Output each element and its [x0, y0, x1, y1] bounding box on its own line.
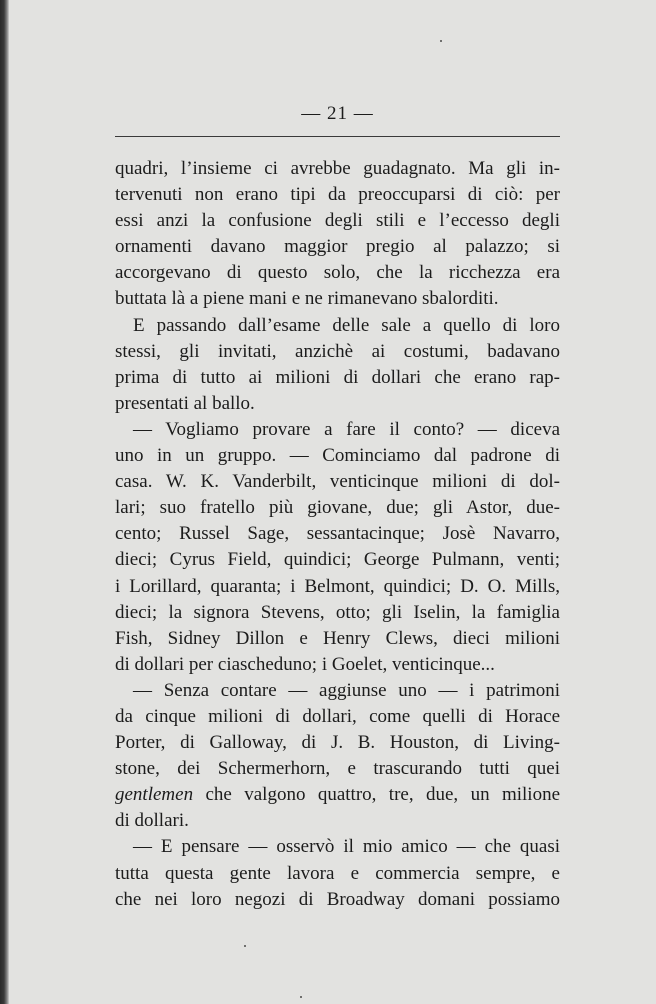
text-line: prima di tutto ai milioni di dollari che erano rap-: [115, 366, 560, 388]
text-line: Fish, Sidney Dillon e Henry Clews, dieci milioni: [115, 627, 560, 649]
text-line: di dollari per ciascheduno; i Goelet, venticinque...: [115, 653, 495, 675]
paper-speck: [300, 996, 302, 998]
text-line: E passando dall’esame delle sale a quello di loro: [133, 314, 560, 336]
text-line: casa. W. K. Vanderbilt, venticinque milioni di dol-: [115, 471, 560, 493]
text-line: Porter, di Galloway, di J. B. Houston, di Living-: [115, 732, 560, 754]
text-line: uno in un gruppo. — Cominciamo dal padrone di: [115, 445, 560, 467]
text-line: stessi, gli invitati, anzichè ai costumi, badavano: [115, 340, 560, 362]
text-line: quadri, l’insieme ci avrebbe guadagnato. Ma gli in-: [115, 158, 560, 179]
text-line: di dollari.: [115, 810, 189, 832]
paper-speck: [440, 40, 442, 42]
binding-edge: [0, 0, 9, 1004]
text-line: lari; suo fratello più giovane, due; gli Astor, due-: [115, 497, 560, 519]
text-line: essi anzi la confusione degli stili e l’eccesso degli: [115, 210, 560, 232]
text-line: dieci; Cyrus Field, quindici; George Pulmann, venti;: [115, 549, 560, 571]
text-line: cento; Russel Sage, sessantacinque; Josè Navarro,: [115, 523, 560, 545]
text-line: — Senza contare — aggiunse uno — i patrimoni: [133, 679, 560, 701]
text-line: presentati al ballo.: [115, 392, 255, 414]
italic-word: gentlemen: [115, 784, 194, 806]
text-line: ornamenti davano maggior pregio al palazzo; si: [115, 236, 560, 258]
text-line: stone, dei Schermerhorn, e trascurando tutti quei: [115, 758, 560, 780]
text-line: da cinque milioni di dollari, come quelli di Horace: [115, 705, 560, 727]
text-line: tutta questa gente lavora e commercia sempre, e: [115, 862, 560, 884]
text-line: tervenuti non erano tipi da preoccuparsi di ciò: per: [115, 184, 560, 206]
text-line: buttata là a piene mani e ne rimanevano sbalorditi.: [115, 288, 499, 310]
page-number-header: — 21 —: [301, 103, 374, 124]
body-text: [115, 156, 560, 913]
text-line: i Lorillard, quaranta; i Belmont, quindici; D. O. Mills,: [115, 575, 560, 597]
text-line: — E pensare — osservò il mio amico — che quasi: [133, 836, 560, 858]
text-line: dieci; la signora Stevens, otto; gli Iselin, la famiglia: [115, 601, 560, 623]
text-line: accorgevano di questo solo, che la ricchezza era: [115, 262, 560, 284]
paper-speck: [244, 945, 246, 947]
text-line-rest: che valgono quattro, tre, due, un milione: [205, 784, 561, 806]
text-line: che nei loro negozi di Broadway domani possiamo: [115, 888, 560, 910]
header-rule: [115, 136, 560, 137]
text-line: — Vogliamo provare a fare il conto? — diceva: [133, 418, 560, 440]
text-line-with-italic: [115, 782, 560, 808]
